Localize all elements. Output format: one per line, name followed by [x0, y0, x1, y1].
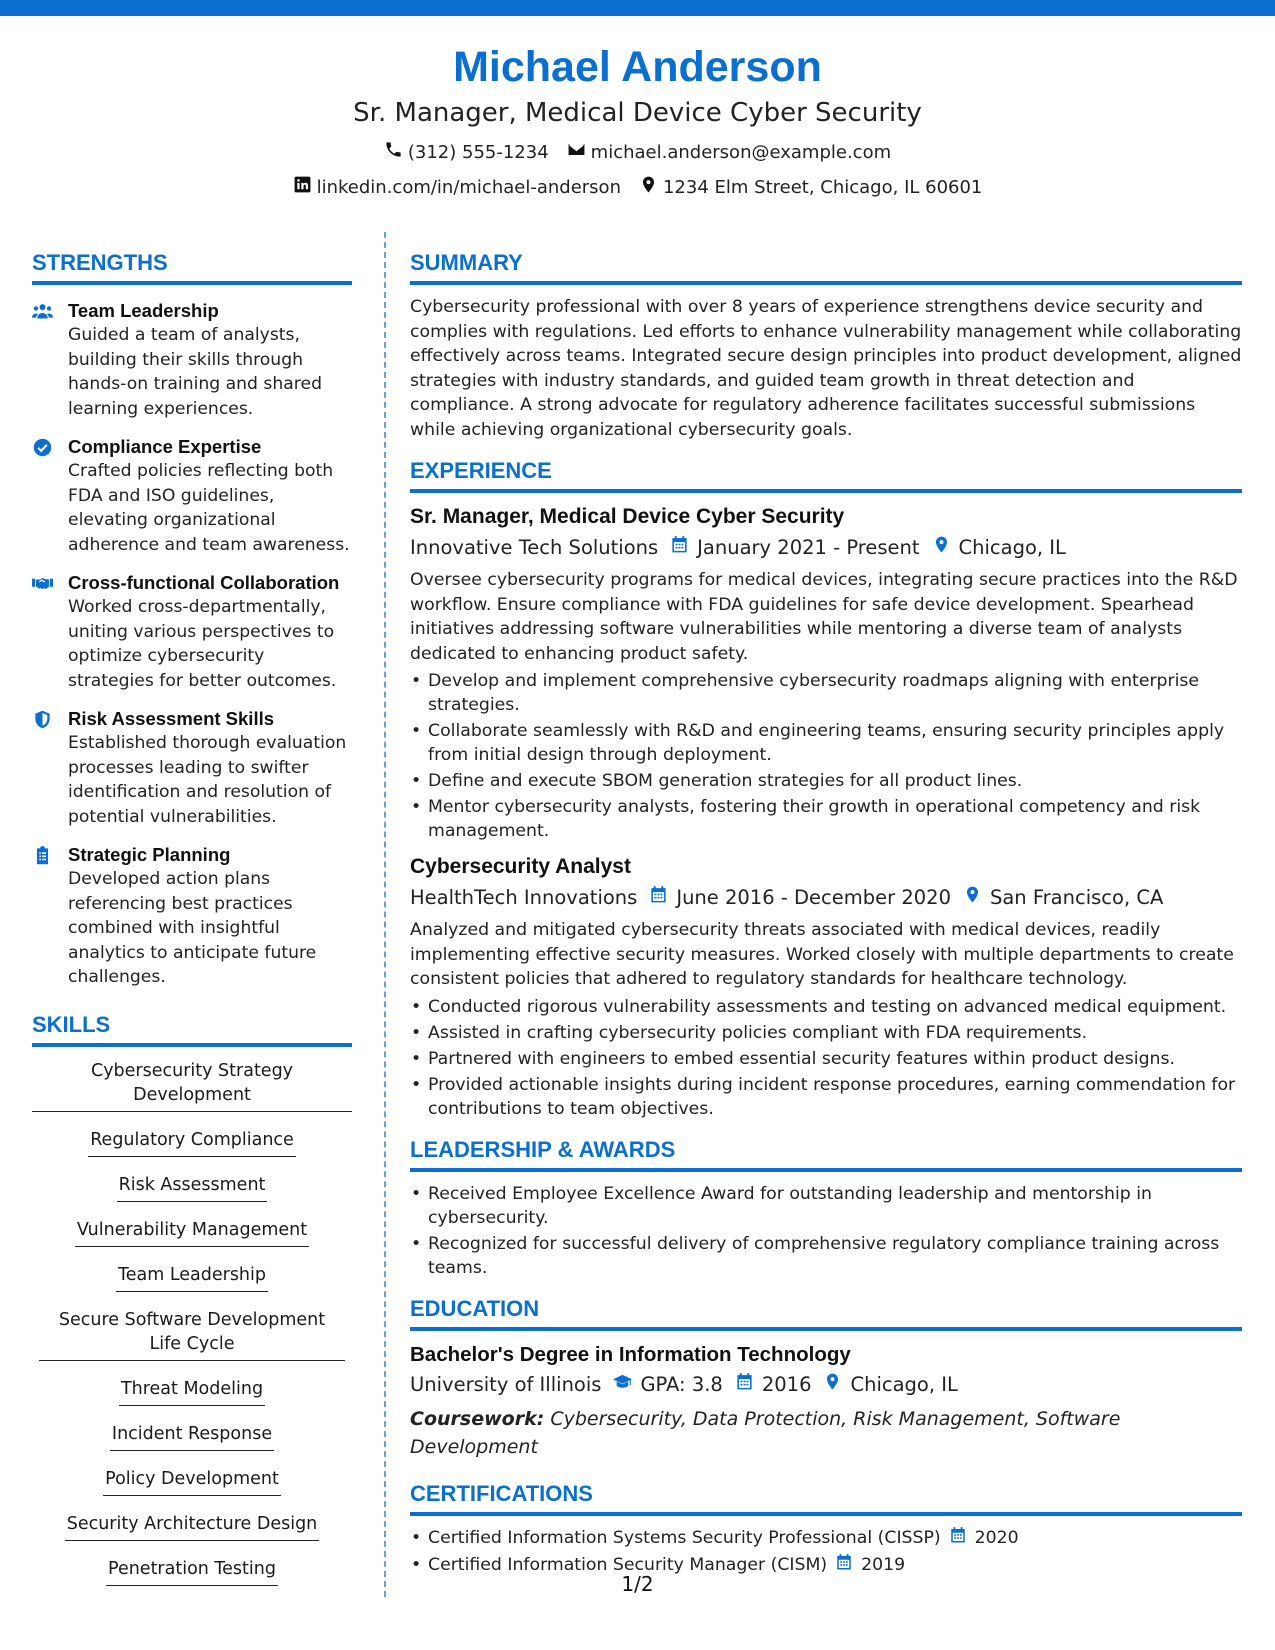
linkedin-contact[interactable] [293, 175, 621, 200]
certifications-list [410, 1526, 1242, 1578]
job-title: Sr. Manager, Medical Device Cyber Security [410, 505, 845, 528]
linkedin-icon [293, 175, 312, 200]
company-name: Innovative Tech Solutions [410, 536, 659, 559]
list-item [410, 1526, 1242, 1551]
graduation-year [735, 1371, 812, 1399]
job-entry [410, 503, 1242, 843]
education-heading: EDUCATION [410, 1296, 1242, 1331]
strength-title: Team Leadership [68, 300, 219, 321]
strength-desc: Established thorough evaluation processes leading to swifter identification and resolution of potential vulnerabilities. [68, 733, 347, 827]
skill-tag: Regulatory Compliance [88, 1128, 296, 1157]
job-meta [410, 884, 1242, 912]
list-item: • Mentor cybersecurity analysts, fostering their growth in operational competency and risk management. [410, 795, 1242, 843]
company-name: HealthTech Innovations [410, 886, 638, 909]
job-dates-text: June 2016 - December 2020 [676, 886, 951, 909]
job-meta [410, 534, 1242, 562]
list-item: • Develop and implement comprehensive cybersecurity roadmaps aligning with enterprise strategies. [410, 669, 1242, 717]
strengths-heading: STRENGTHS [32, 250, 352, 285]
job-location-text: San Francisco, CA [989, 886, 1164, 909]
strength-desc: Crafted policies reflecting both FDA and ISO guidelines, elevating organizational adherence and team awareness. [68, 461, 350, 555]
page-number: 1/2 [621, 1572, 654, 1596]
summary-heading: SUMMARY [410, 250, 1242, 285]
cert-name: • Certified Information Systems Security Professional (CISSP) [428, 1528, 941, 1548]
phone-contact [384, 140, 549, 165]
job-dates [649, 884, 951, 912]
phone-text: (312) 555-1234 [407, 141, 549, 163]
strength-item [32, 435, 352, 557]
address-text: 1234 Elm Street, Chicago, IL 60601 [662, 176, 983, 198]
skill-tag: Risk Assessment [117, 1173, 268, 1202]
map-pin-icon [639, 175, 658, 200]
skills-list [32, 1059, 352, 1602]
strength-title: Risk Assessment Skills [68, 708, 275, 729]
strength-title: Strategic Planning [68, 844, 231, 865]
strength-item [32, 843, 352, 990]
strength-title: Compliance Expertise [68, 436, 262, 457]
users-icon [32, 299, 54, 421]
candidate-title: Sr. Manager, Medical Device Cyber Security [353, 98, 922, 128]
skill-tag: Team Leadership [116, 1263, 268, 1292]
left-column [32, 250, 352, 1602]
education-location-text: Chicago, IL [850, 1372, 958, 1396]
job-location [963, 884, 1163, 912]
map-pin-icon [932, 534, 951, 562]
job-dates [670, 534, 919, 562]
skill-tag: Secure Software Development Life Cycle [39, 1308, 345, 1361]
top-accent-bar [0, 0, 1275, 16]
list-item: • Assisted in crafting cybersecurity policies compliant with FDA requirements. [410, 1021, 1242, 1045]
graduation-year-text: 2016 [761, 1372, 812, 1396]
cert-year: 2020 [974, 1528, 1019, 1548]
contact-line-2 [0, 175, 1275, 200]
calendar-icon [949, 1526, 967, 1551]
check-circle-icon [32, 435, 54, 557]
job-title: Cybersecurity Analyst [410, 855, 631, 878]
list-item: • Collaborate seamlessly with R&D and engineering teams, ensuring security principles apply from initial design through deployment. [410, 719, 1242, 767]
job-location [932, 534, 1066, 562]
calendar-icon [649, 884, 668, 912]
certifications-heading: CERTIFICATIONS [410, 1481, 1242, 1516]
envelope-icon [567, 140, 586, 165]
phone-icon [384, 140, 403, 165]
job-bullets [410, 995, 1242, 1121]
job-location-text: Chicago, IL [958, 536, 1066, 559]
handshake-icon [32, 571, 54, 693]
resume-header [0, 40, 1275, 200]
list-item: • Recognized for successful delivery of comprehensive regulatory compliance training across teams. [410, 1232, 1242, 1280]
education-meta [410, 1371, 1242, 1399]
job-bullets [410, 669, 1242, 843]
job-entry [410, 853, 1242, 1121]
calendar-icon [670, 534, 689, 562]
skill-tag: Threat Modeling [119, 1377, 265, 1406]
school-name: University of Illinois [410, 1372, 602, 1396]
coursework [410, 1405, 1242, 1461]
email-text[interactable]: michael.anderson@example.com [590, 141, 892, 163]
clipboard-list-icon [32, 843, 54, 990]
awards-heading: LEADERSHIP & AWARDS [410, 1137, 1242, 1172]
candidate-name: Michael Anderson [453, 43, 822, 91]
strength-item [32, 571, 352, 693]
skill-tag: Incident Response [110, 1422, 274, 1451]
column-divider [384, 232, 386, 1597]
job-description: Analyzed and mitigated cybersecurity threats associated with medical devices, readily implementing effective security measures. Worked closely with multiple departments to create consistent policies that adhered to regulatory standards for healthcare technology. [410, 920, 1234, 989]
graduation-cap-icon [613, 1371, 632, 1399]
gpa-text: GPA: 3.8 [640, 1372, 723, 1396]
contact-line-1 [0, 140, 1275, 165]
skills-heading: SKILLS [32, 1012, 352, 1047]
shield-icon [32, 707, 54, 829]
list-item: • Define and execute SBOM generation strategies for all product lines. [410, 769, 1242, 793]
strength-item [32, 299, 352, 421]
strength-item [32, 707, 352, 829]
skill-tag: Vulnerability Management [75, 1218, 309, 1247]
list-item: • Received Employee Excellence Award for outstanding leadership and mentorship in cybersecurity. [410, 1182, 1242, 1230]
certification [428, 1526, 1242, 1551]
email-contact[interactable] [567, 140, 891, 165]
skill-tag: Security Architecture Design [65, 1512, 320, 1541]
skill-tag: Penetration Testing [106, 1557, 278, 1586]
cert-name: • Certified Information Security Manager (CISM) [428, 1555, 828, 1575]
skill-tag: Cybersecurity Strategy Development [32, 1059, 352, 1112]
list-item: • Provided actionable insights during incident response procedures, earning commendation for contributions to team objectives. [410, 1073, 1242, 1121]
address-contact [639, 175, 982, 200]
linkedin-text[interactable]: linkedin.com/in/michael-anderson [316, 176, 621, 198]
strength-desc: Guided a team of analysts, building their skills through hands-on training and shared learning experiences. [68, 325, 322, 419]
strength-desc: Worked cross-departmentally, uniting various perspectives to optimize cybersecurity strategies for better outcomes. [68, 597, 337, 691]
coursework-text: Cybersecurity, Data Protection, Risk Management, Software Development [410, 1407, 1121, 1458]
skill-tag: Policy Development [103, 1467, 281, 1496]
cert-year: 2019 [861, 1555, 906, 1575]
right-column [410, 250, 1242, 1580]
summary-text: Cybersecurity professional with over 8 years of experience strengthens device security and complies with regulations. Led efforts to enhance vulnerability management while collaborating effectively across teams. Integrated secure design principles into product development, aligned strategies with industry standards, and guided team growth in threat detection and compliance. A strong advocate for regulatory adherence facilitates successful submissions while achieving organizational cybersecurity goals. [410, 297, 1242, 440]
degree-title: Bachelor's Degree in Information Technology [410, 1342, 851, 1366]
awards-list [410, 1182, 1242, 1280]
coursework-label: Coursework: [410, 1407, 545, 1430]
strength-desc: Developed action plans referencing best practices combined with insightful analytics to anticipate future challenges. [68, 869, 317, 987]
job-dates-text: January 2021 - Present [697, 536, 920, 559]
list-item: • Partnered with engineers to embed essential security features within product designs. [410, 1047, 1242, 1071]
job-description: Oversee cybersecurity programs for medical devices, integrating secure practices into the R&D workflow. Ensure compliance with FDA guidelines for safe device development. Spearhead initiatives addressing software vulnerabilities while mentoring a diverse team of analysts dedicated to enhancing product safety. [410, 570, 1238, 664]
map-pin-icon [823, 1371, 842, 1399]
strength-title: Cross-functional Collaboration [68, 572, 340, 593]
education-location [823, 1371, 957, 1399]
list-item: • Conducted rigorous vulnerability assessments and testing on advanced medical equipment. [410, 995, 1242, 1019]
experience-heading: EXPERIENCE [410, 458, 1242, 493]
calendar-icon [735, 1371, 754, 1399]
gpa [613, 1371, 722, 1399]
map-pin-icon [963, 884, 982, 912]
